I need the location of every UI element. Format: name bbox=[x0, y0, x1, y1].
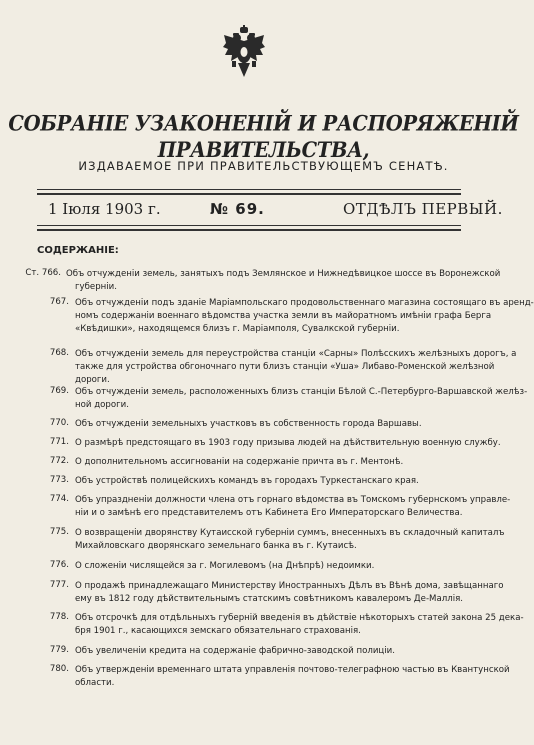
article-text-line: губерніи. bbox=[75, 282, 117, 292]
article-text-line: области. bbox=[75, 678, 115, 688]
article-text-line: О продажѣ принадлежащаго Министерству Иностранныхъ Дѣлъ въ Вѣнѣ дома, завѣщаннаго bbox=[75, 581, 504, 591]
contents-label: СОДЕРЖАНІЕ: bbox=[37, 245, 119, 256]
article-text-line: О размѣрѣ предстоящаго въ 1903 году призыва людей на дѣйствительную военную службу. bbox=[75, 438, 501, 448]
article-text-line: Объ отсрочкѣ для отдѣльныхъ губерній введенія въ дѣйствіе нѣкоторыхъ статей закона 25 дека- bbox=[75, 613, 524, 623]
section-label: ОТДѢЛЪ ПЕРВЫЙ. bbox=[343, 200, 503, 218]
top-divider-thick bbox=[37, 193, 461, 195]
article-number: 778. bbox=[49, 612, 69, 622]
article-text-line: ной дороги. bbox=[75, 400, 129, 410]
article-text-line: ніи и о замѣнѣ его представителемъ отъ Кабинета Его Императорскаго Величества. bbox=[75, 508, 463, 518]
article-text-line: Объ отчужденіи земельныхъ участковъ въ собственность города Варшавы. bbox=[75, 419, 422, 429]
article-text-line: ему въ 1812 году дѣйствительнымъ статскимъ совѣтникомъ кавалеромъ Де-Маллія. bbox=[75, 594, 463, 604]
article-number: 775. bbox=[49, 527, 69, 537]
article-text-line: номъ содержаніи военнаго вѣдомства участка земли въ майоратномъ имѣніи графа Берга bbox=[75, 311, 492, 321]
article-text-line: О возвращеніи дворянству Кутаисской губерніи суммъ, внесенныхъ въ складочный капиталъ bbox=[75, 528, 505, 538]
article-text-line: Объ отчужденіи земель, расположенныхъ близъ станціи Бѣлой С.-Петербурго-Варшавской желѣз- bbox=[75, 387, 528, 397]
article-number: 774. bbox=[49, 494, 69, 504]
issue-date: 1 Іюля 1903 г. bbox=[48, 200, 161, 218]
double-headed-eagle-emblem bbox=[222, 25, 266, 81]
article-number: 780. bbox=[49, 664, 69, 674]
middle-divider-thick bbox=[37, 229, 461, 231]
article-text-line: Михайловскаго дворянскаго земельнаго банка въ г. Кутаисѣ. bbox=[75, 541, 357, 551]
issue-number: № 69. bbox=[210, 200, 265, 218]
article-number: 772. bbox=[49, 456, 69, 466]
article-text-line: Объ отчужденіи земель, занятыхъ подъ Землянское и Нижнедѣвицкое шоссе въ Воронежской bbox=[66, 269, 501, 279]
article-text-line: «Квѣдишки», находящемся близъ г. Маріамполя, Сувалкской губерніи. bbox=[75, 324, 400, 334]
article-number: 777. bbox=[49, 580, 69, 590]
article-text-line: Объ отчужденіи земель для переустройства станціи «Сарны» Полѣсскихъ желѣзныхъ дорогъ, а bbox=[75, 349, 517, 359]
article-number: 779. bbox=[49, 645, 69, 655]
article-text-line: дороги. bbox=[75, 375, 110, 385]
article-number: 773. bbox=[49, 475, 69, 485]
article-text-line: также для устройства обгоночнаго пути близъ станціи «Уша» Либаво-Роменской желѣзной bbox=[75, 362, 495, 372]
article-number: 768. bbox=[49, 348, 69, 358]
article-text-line: О дополнительномъ ассигнованіи на содержаніе причта въ г. Ментонѣ. bbox=[75, 457, 404, 467]
article-number: Ст. 766. bbox=[25, 268, 61, 278]
middle-divider bbox=[37, 225, 461, 226]
article-number: 771. bbox=[49, 437, 69, 447]
article-text-line: Объ упраздненіи должности члена отъ горнаго вѣдомства въ Томскомъ губернскомъ управле- bbox=[75, 495, 511, 505]
article-text-line: Объ увеличеніи кредита на содержаніе фабрично-заводской полиціи. bbox=[75, 646, 395, 656]
journal-subtitle: ИЗДАВАЕМОЕ ПРИ ПРАВИТЕЛЬСТВУЮЩЕМЪ СЕНАТѢ. bbox=[78, 159, 449, 173]
article-text-line: Объ утвержденіи временнаго штата управленія почтово-телеграфною частью въ Квантунской bbox=[75, 665, 510, 675]
journal-title: СОБРАНІЕ УЗАКОНЕНІЙ И РАСПОРЯЖЕНІЙ ПРАВИТЕЛЬСТВА, bbox=[8, 110, 519, 163]
article-text-line: Объ отчужденіи подъ зданіе Маріампольскаго продовольственнаго магазина состоящаго въ аренд- bbox=[75, 298, 534, 308]
article-number: 769. bbox=[49, 386, 69, 396]
article-text-line: О сложеніи числящейся за г. Могилевомъ (на Днѣпрѣ) недоимки. bbox=[75, 561, 375, 571]
article-text-line: Объ устройствѣ полицейскихъ командъ въ городахъ Туркестанскаго края. bbox=[75, 476, 419, 486]
article-number: 767. bbox=[49, 297, 69, 307]
article-text-line: бря 1901 г., касающихся земскаго обязательнаго страхованія. bbox=[75, 626, 361, 636]
article-number: 776. bbox=[49, 560, 69, 570]
top-divider bbox=[37, 189, 461, 190]
article-number: 770. bbox=[49, 418, 69, 428]
